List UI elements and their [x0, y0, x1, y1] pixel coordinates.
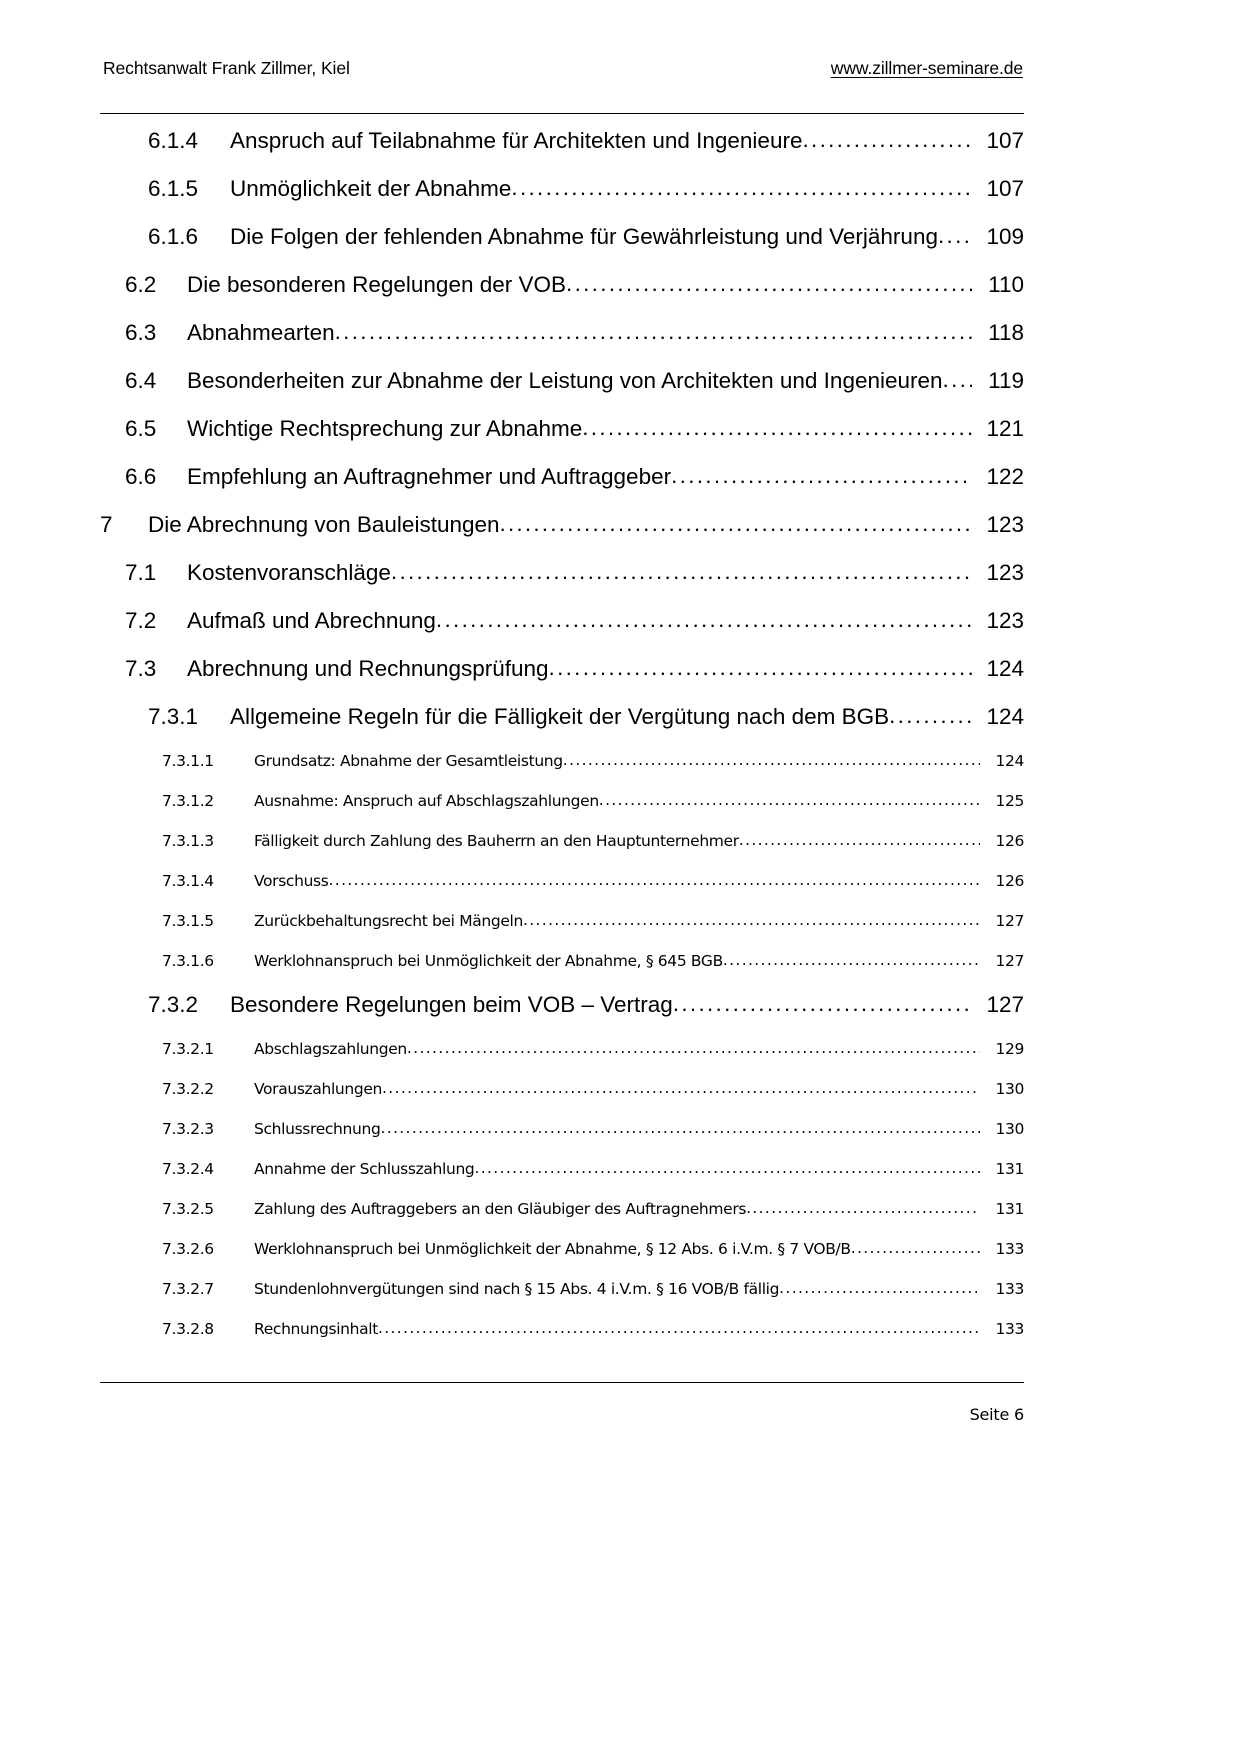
toc-leader-dots [378, 1319, 980, 1337]
toc-entry-number: 6.1.4 [148, 128, 199, 153]
toc-leader-dots [671, 463, 972, 489]
toc-leader-dots [382, 1079, 980, 1097]
toc-entry-title: Kostenvoranschläge [187, 560, 391, 585]
toc-entry-title: Ausnahme: Anspruch auf Abschlagszahlungen [254, 792, 599, 810]
toc-leader-dots [436, 607, 972, 633]
toc-entry-number: 7.3.1.6 [162, 952, 214, 970]
toc-entry-number: 6.3 [125, 320, 157, 345]
toc-entry[interactable] [100, 368, 1024, 416]
toc-leader-dots [779, 1279, 980, 1297]
toc-entry-page-number: 131 [995, 1160, 1024, 1178]
toc-entry[interactable] [100, 1160, 1024, 1200]
toc-entry-number: 7.3.2 [148, 992, 199, 1017]
toc-entry-page-number: 123 [986, 512, 1024, 537]
toc-entry[interactable] [100, 224, 1024, 272]
toc-entry-page-number: 133 [995, 1240, 1024, 1258]
toc-leader-dots [802, 127, 972, 153]
toc-entry-page-number: 126 [995, 832, 1024, 850]
toc-entry-number: 7.3.2.2 [162, 1080, 214, 1098]
toc-entry-title: Vorauszahlungen [254, 1080, 383, 1098]
toc-entry-number: 7 [100, 512, 113, 537]
toc-entry-number: 7.3.2.6 [162, 1240, 214, 1258]
toc-entry-title: Die Folgen der fehlenden Abnahme für Gewährleistung und Verjährung [230, 224, 938, 249]
toc-entry[interactable] [100, 416, 1024, 464]
toc-leader-dots [599, 791, 980, 809]
toc-entry[interactable] [100, 656, 1024, 704]
toc-entry-number: 7.3.1.2 [162, 792, 214, 810]
toc-entry-page-number: 122 [986, 464, 1024, 489]
toc-entry-number: 7.3.2.5 [162, 1200, 214, 1218]
toc-entry-page-number: 124 [986, 704, 1024, 729]
toc-entry-page-number: 129 [995, 1040, 1024, 1058]
toc-entry[interactable] [100, 1040, 1024, 1080]
toc-entry-page-number: 107 [986, 128, 1024, 153]
toc-leader-dots [407, 1039, 980, 1057]
toc-entry-number: 7.3.2.8 [162, 1320, 214, 1338]
toc-entry-title: Die Abrechnung von Bauleistungen [148, 512, 500, 537]
toc-entry-title: Besondere Regelungen beim VOB – Vertrag [230, 992, 673, 1017]
toc-leader-dots [582, 415, 972, 441]
toc-entry[interactable] [100, 608, 1024, 656]
toc-entry-number: 7.3.1 [148, 704, 199, 729]
toc-leader-dots [329, 871, 980, 889]
toc-entry-title: Grundsatz: Abnahme der Gesamtleistung [254, 752, 563, 770]
toc-entry-page-number: 121 [986, 416, 1024, 441]
toc-entry-number: 6.1.5 [148, 176, 199, 201]
toc-leader-dots [549, 655, 972, 681]
toc-entry-number: 6.5 [125, 416, 157, 441]
toc-leader-dots [335, 319, 972, 345]
toc-leader-dots [943, 367, 972, 393]
toc-entry-title: Abnahmearten [187, 320, 335, 345]
toc-entry[interactable] [100, 176, 1024, 224]
toc-entry-number: 7.3.2.1 [162, 1040, 214, 1058]
toc-leader-dots [723, 951, 980, 969]
toc-entry-page-number: 123 [986, 560, 1024, 585]
toc-entry[interactable] [100, 272, 1024, 320]
toc-entry[interactable] [100, 128, 1024, 176]
page-footer [100, 1405, 1024, 1424]
toc-entry[interactable] [100, 704, 1024, 752]
toc-entry-page-number: 123 [986, 608, 1024, 633]
page-number-label: Seite 6 [969, 1405, 1024, 1424]
toc-entry-title: Anspruch auf Teilabnahme für Architekten und Ingenieure [230, 128, 803, 153]
toc-entry[interactable] [100, 912, 1024, 952]
toc-leader-dots [391, 559, 972, 585]
toc-entry-number: 6.1.6 [148, 224, 199, 249]
toc-entry-title: Zahlung des Auftraggebers an den Gläubiger des Auftragnehmers [254, 1200, 747, 1218]
toc-entry[interactable] [100, 832, 1024, 872]
toc-entry[interactable] [100, 1320, 1024, 1360]
toc-entry-page-number: 125 [995, 792, 1024, 810]
toc-leader-dots [563, 751, 980, 769]
toc-entry-title: Werklohnanspruch bei Unmöglichkeit der Abnahme, § 12 Abs. 6 i.V.m. § 7 VOB/B [254, 1240, 851, 1258]
toc-leader-dots [511, 175, 972, 201]
toc-entry[interactable] [100, 1080, 1024, 1120]
toc-leader-dots [380, 1119, 980, 1137]
toc-leader-dots [739, 831, 980, 849]
header-divider [100, 113, 1024, 114]
header-author: Rechtsanwalt Frank Zillmer, Kiel [103, 58, 350, 78]
toc-entry-number: 7.3.2.4 [162, 1160, 214, 1178]
toc-entry-number: 7.3.1.4 [162, 872, 214, 890]
page-header [103, 58, 1023, 79]
toc-entry-number: 7.3 [125, 656, 157, 681]
toc-entry-title: Abschlagszahlungen [254, 1040, 407, 1058]
toc-entry-page-number: 133 [995, 1320, 1024, 1338]
toc-entry-number: 6.6 [125, 464, 157, 489]
toc-entry-page-number: 124 [995, 752, 1024, 770]
toc-entry-title: Rechnungsinhalt [254, 1320, 378, 1338]
toc-entry-page-number: 133 [995, 1280, 1024, 1298]
toc-leader-dots [938, 223, 972, 249]
toc-entry-title: Wichtige Rechtsprechung zur Abnahme [187, 416, 583, 441]
toc-entry-title: Schlussrechnung [254, 1120, 381, 1138]
toc-entry-title: Die besonderen Regelungen der VOB [187, 272, 567, 297]
toc-leader-dots [746, 1199, 980, 1217]
toc-leader-dots [673, 991, 972, 1017]
toc-entry-title: Stundenlohnvergütungen sind nach § 15 Abs. 4 i.V.m. § 16 VOB/B fällig [254, 1280, 780, 1298]
toc-entry[interactable] [100, 1120, 1024, 1160]
toc-entry-page-number: 127 [995, 952, 1024, 970]
toc-entry-title: Empfehlung an Auftragnehmer und Auftraggeber [187, 464, 672, 489]
toc-entry[interactable] [100, 1200, 1024, 1240]
toc-entry[interactable] [100, 952, 1024, 992]
toc-entry-page-number: 127 [986, 992, 1024, 1017]
toc-entry[interactable] [100, 320, 1024, 368]
toc-entry-page-number: 109 [986, 224, 1024, 249]
toc-entry-number: 7.3.2.7 [162, 1280, 214, 1298]
toc-leader-dots [500, 511, 972, 537]
toc-entry-number: 7.3.1.3 [162, 832, 214, 850]
toc-entry-page-number: 126 [995, 872, 1024, 890]
toc-entry-page-number: 130 [995, 1120, 1024, 1138]
toc-entry[interactable] [100, 992, 1024, 1040]
toc-entry-number: 7.1 [125, 560, 157, 585]
toc-entry-title: Abrechnung und Rechnungsprüfung [187, 656, 549, 681]
toc-entry-page-number: 130 [995, 1080, 1024, 1098]
footer-divider [100, 1382, 1024, 1383]
toc-entry-title: Zurückbehaltungsrecht bei Mängeln [254, 912, 523, 930]
table-of-contents [100, 128, 1024, 1360]
toc-entry-number: 7.3.1.5 [162, 912, 214, 930]
toc-entry[interactable] [100, 512, 1024, 560]
toc-entry-title: Aufmaß und Abrechnung [187, 608, 436, 633]
toc-entry-title: Annahme der Schlusszahlung [254, 1160, 475, 1178]
toc-leader-dots [523, 911, 980, 929]
toc-entry-title: Unmöglichkeit der Abnahme [230, 176, 512, 201]
toc-leader-dots [889, 703, 972, 729]
toc-entry[interactable] [100, 1240, 1024, 1280]
toc-leader-dots [474, 1159, 980, 1177]
toc-entry-number: 7.3.2.3 [162, 1120, 214, 1138]
toc-leader-dots [851, 1239, 980, 1257]
toc-entry-title: Fälligkeit durch Zahlung des Bauherrn an den Hauptunternehmer [254, 832, 739, 850]
toc-entry-page-number: 119 [988, 368, 1024, 393]
toc-entry-number: 6.2 [125, 272, 157, 297]
toc-entry-page-number: 107 [986, 176, 1024, 201]
toc-entry[interactable] [100, 560, 1024, 608]
toc-entry-title: Allgemeine Regeln für die Fälligkeit der Vergütung nach dem BGB [230, 704, 890, 729]
toc-entry-title: Besonderheiten zur Abnahme der Leistung von Architekten und Ingenieuren [187, 368, 943, 393]
toc-entry-page-number: 124 [986, 656, 1024, 681]
toc-entry[interactable] [100, 792, 1024, 832]
toc-entry[interactable] [100, 1280, 1024, 1320]
toc-leader-dots [566, 271, 972, 297]
toc-entry-number: 7.2 [125, 608, 157, 633]
toc-entry-page-number: 118 [988, 320, 1024, 345]
toc-entry-page-number: 110 [988, 272, 1024, 297]
toc-entry-number: 7.3.1.1 [162, 752, 214, 770]
toc-entry[interactable] [100, 872, 1024, 912]
header-website-link[interactable]: www.zillmer-seminare.de [830, 58, 1023, 78]
toc-entry-title: Werklohnanspruch bei Unmöglichkeit der Abnahme, § 645 BGB [254, 952, 723, 970]
toc-entry[interactable] [100, 752, 1024, 792]
toc-entry-page-number: 127 [995, 912, 1024, 930]
toc-entry-title: Vorschuss [254, 872, 329, 890]
toc-entry[interactable] [100, 464, 1024, 512]
toc-entry-number: 6.4 [125, 368, 157, 393]
toc-entry-page-number: 131 [995, 1200, 1024, 1218]
